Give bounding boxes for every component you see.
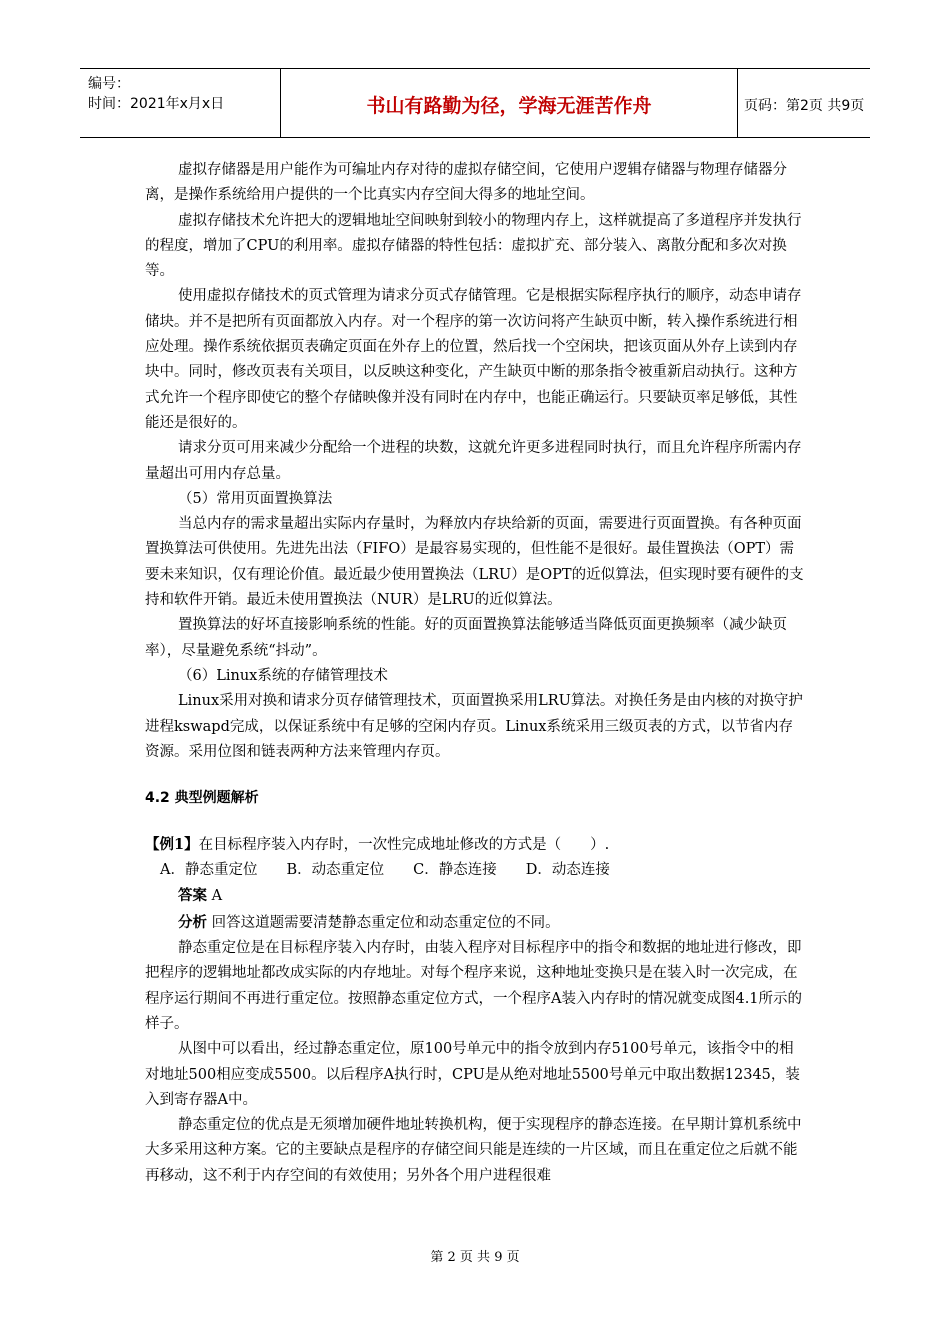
- example-question: [145, 832, 805, 858]
- answer-line: [145, 883, 805, 909]
- paragraph: Linux采用对换和请求分页存储管理技术，页面置换采用LRU算法。对换任务是由内核的对换守护进程kswapd完成，以保证系统中有足够的空闲内存页。Linux系统采用三级页表的方式，以节省内存资源。采用位图和链表两种方法来管理内存页。: [145, 693, 803, 760]
- paragraph: 请求分页可用来减少分配给一个进程的块数，这就允许更多进程同时执行，而且允许程序所需内存量超出可用内存总量。: [145, 440, 802, 482]
- page-footer: 第 2 页 共 9 页: [430, 1250, 520, 1265]
- header-motto-cell: [280, 69, 738, 137]
- analysis-line: [145, 910, 805, 936]
- example-label: 【例1】: [145, 836, 199, 854]
- header-motto: 书山有路勤为径，学海无涯苦作舟: [366, 95, 652, 117]
- paragraph: 置换算法的好坏直接影响系统的性能。好的页面置换算法能够适当降低页面更换频率（减少缺页率），尽量避免系统“抖动”。: [145, 617, 787, 659]
- paragraph: 使用虚拟存储技术的页式管理为请求分页式存储管理。它是根据实际程序执行的顺序，动态申请存储块。并不是把所有页面都放入内存。对一个程序的第一次访问将产生缺页中断，转入操作系统进行相应处理。操作系统依据页表确定页面在外存上的位置，然后找一个空闲块，把该页面从外存上读到内存块中。同时，修改页表有关项目，以反映这种变化，产生缺页中断的那条指令被重新启动执行。这种方式允许一个程序即使它的整个存储映像并没有同时在内存中，也能正确运行。只要缺页率足够低，其性能还是很好的。: [145, 288, 802, 431]
- chapter-heading: 4.2 典型例题解析: [145, 790, 259, 807]
- analysis-text: 回答这道题需要清楚静态重定位和动态重定位的不同。: [207, 914, 560, 931]
- paragraph: 静态重定位是在目标程序装入内存时，由装入程序对目标程序中的指令和数据的地址进行修改，即把程序的逻辑地址都改成实际的内存地址。对每个程序来说，这种地址变换只是在装入时一次完成，在程序运行期间不再进行重定位。按照静态重定位方式，一个程序A装入内存时的情况就变成图4.1所示的样子。: [145, 940, 803, 1032]
- header-page-cell: [737, 69, 870, 137]
- section-heading: （5）常用页面置换算法: [178, 490, 333, 507]
- answer-value: A: [207, 888, 223, 905]
- paragraph: 虚拟存储技术允许把大的逻辑地址空间映射到较小的物理内存上，这样就提高了多道程序并发执行的程度，增加了CPU的利用率。虚拟存储器的特性包括：虚拟扩充、部分装入、离散分配和多次对换等。: [145, 212, 802, 280]
- header-page-info: 页码：第2页 共9页: [744, 98, 865, 114]
- paragraph: 当总内存的需求量超出实际内存量时，为释放内存块给新的页面，需要进行页面置换。有各种页面置换算法可供使用。先进先出法（FIFO）是最容易实现的，但性能不是很好。最佳置换法（OPT）需要未来知识，仅有理论价值。最近最少使用置换法（LRU）是OPT的近似算法，但实现时要有硬件的支持和软件开销。最近未使用置换法（NUR）是LRU的近似算法。: [145, 516, 804, 609]
- paragraph: 虚拟存储器是用户能作为可编址内存对待的虚拟存储空间，它使用户逻辑存储器与物理存储器分离，是操作系统给用户提供的一个比真实内存空间大得多的地址空间。: [145, 162, 787, 204]
- answer-label: 答案: [178, 887, 207, 905]
- date-line: 时间：2021年x月x日: [88, 96, 225, 112]
- example-options: A．静态重定位 B．动态重定位 C．静态连接 D．动态连接: [160, 862, 610, 879]
- paragraph: 静态重定位的优点是无须增加硬件地址转换机构，便于实现程序的静态连接。在早期计算机系统中大多采用这种方案。它的主要缺点是程序的存储空间只能是连续的一片区域，而且在重定位之后就不能再移动，这不利于内存空间的有效使用；另外各个用户进程很难: [145, 1117, 802, 1184]
- analysis-label: 分析: [178, 913, 207, 931]
- header-meta: [80, 69, 280, 137]
- example-text: 在目标程序装入内存时，一次性完成地址修改的方式是（ ）.: [198, 837, 610, 854]
- section-heading: （6）Linux系统的存储管理技术: [178, 667, 388, 684]
- number-label: 编号：: [88, 76, 130, 92]
- page-header: [80, 68, 870, 138]
- document-body: [145, 158, 805, 1189]
- paragraph: 从图中可以看出，经过静态重定位，原100号单元中的指令放到内存5100号单元，该指令中的相对地址500相应变成5500。以后程序A执行时，CPU是从绝对地址5500号单元中取出数据12345，装入到寄存器A中。: [145, 1041, 800, 1108]
